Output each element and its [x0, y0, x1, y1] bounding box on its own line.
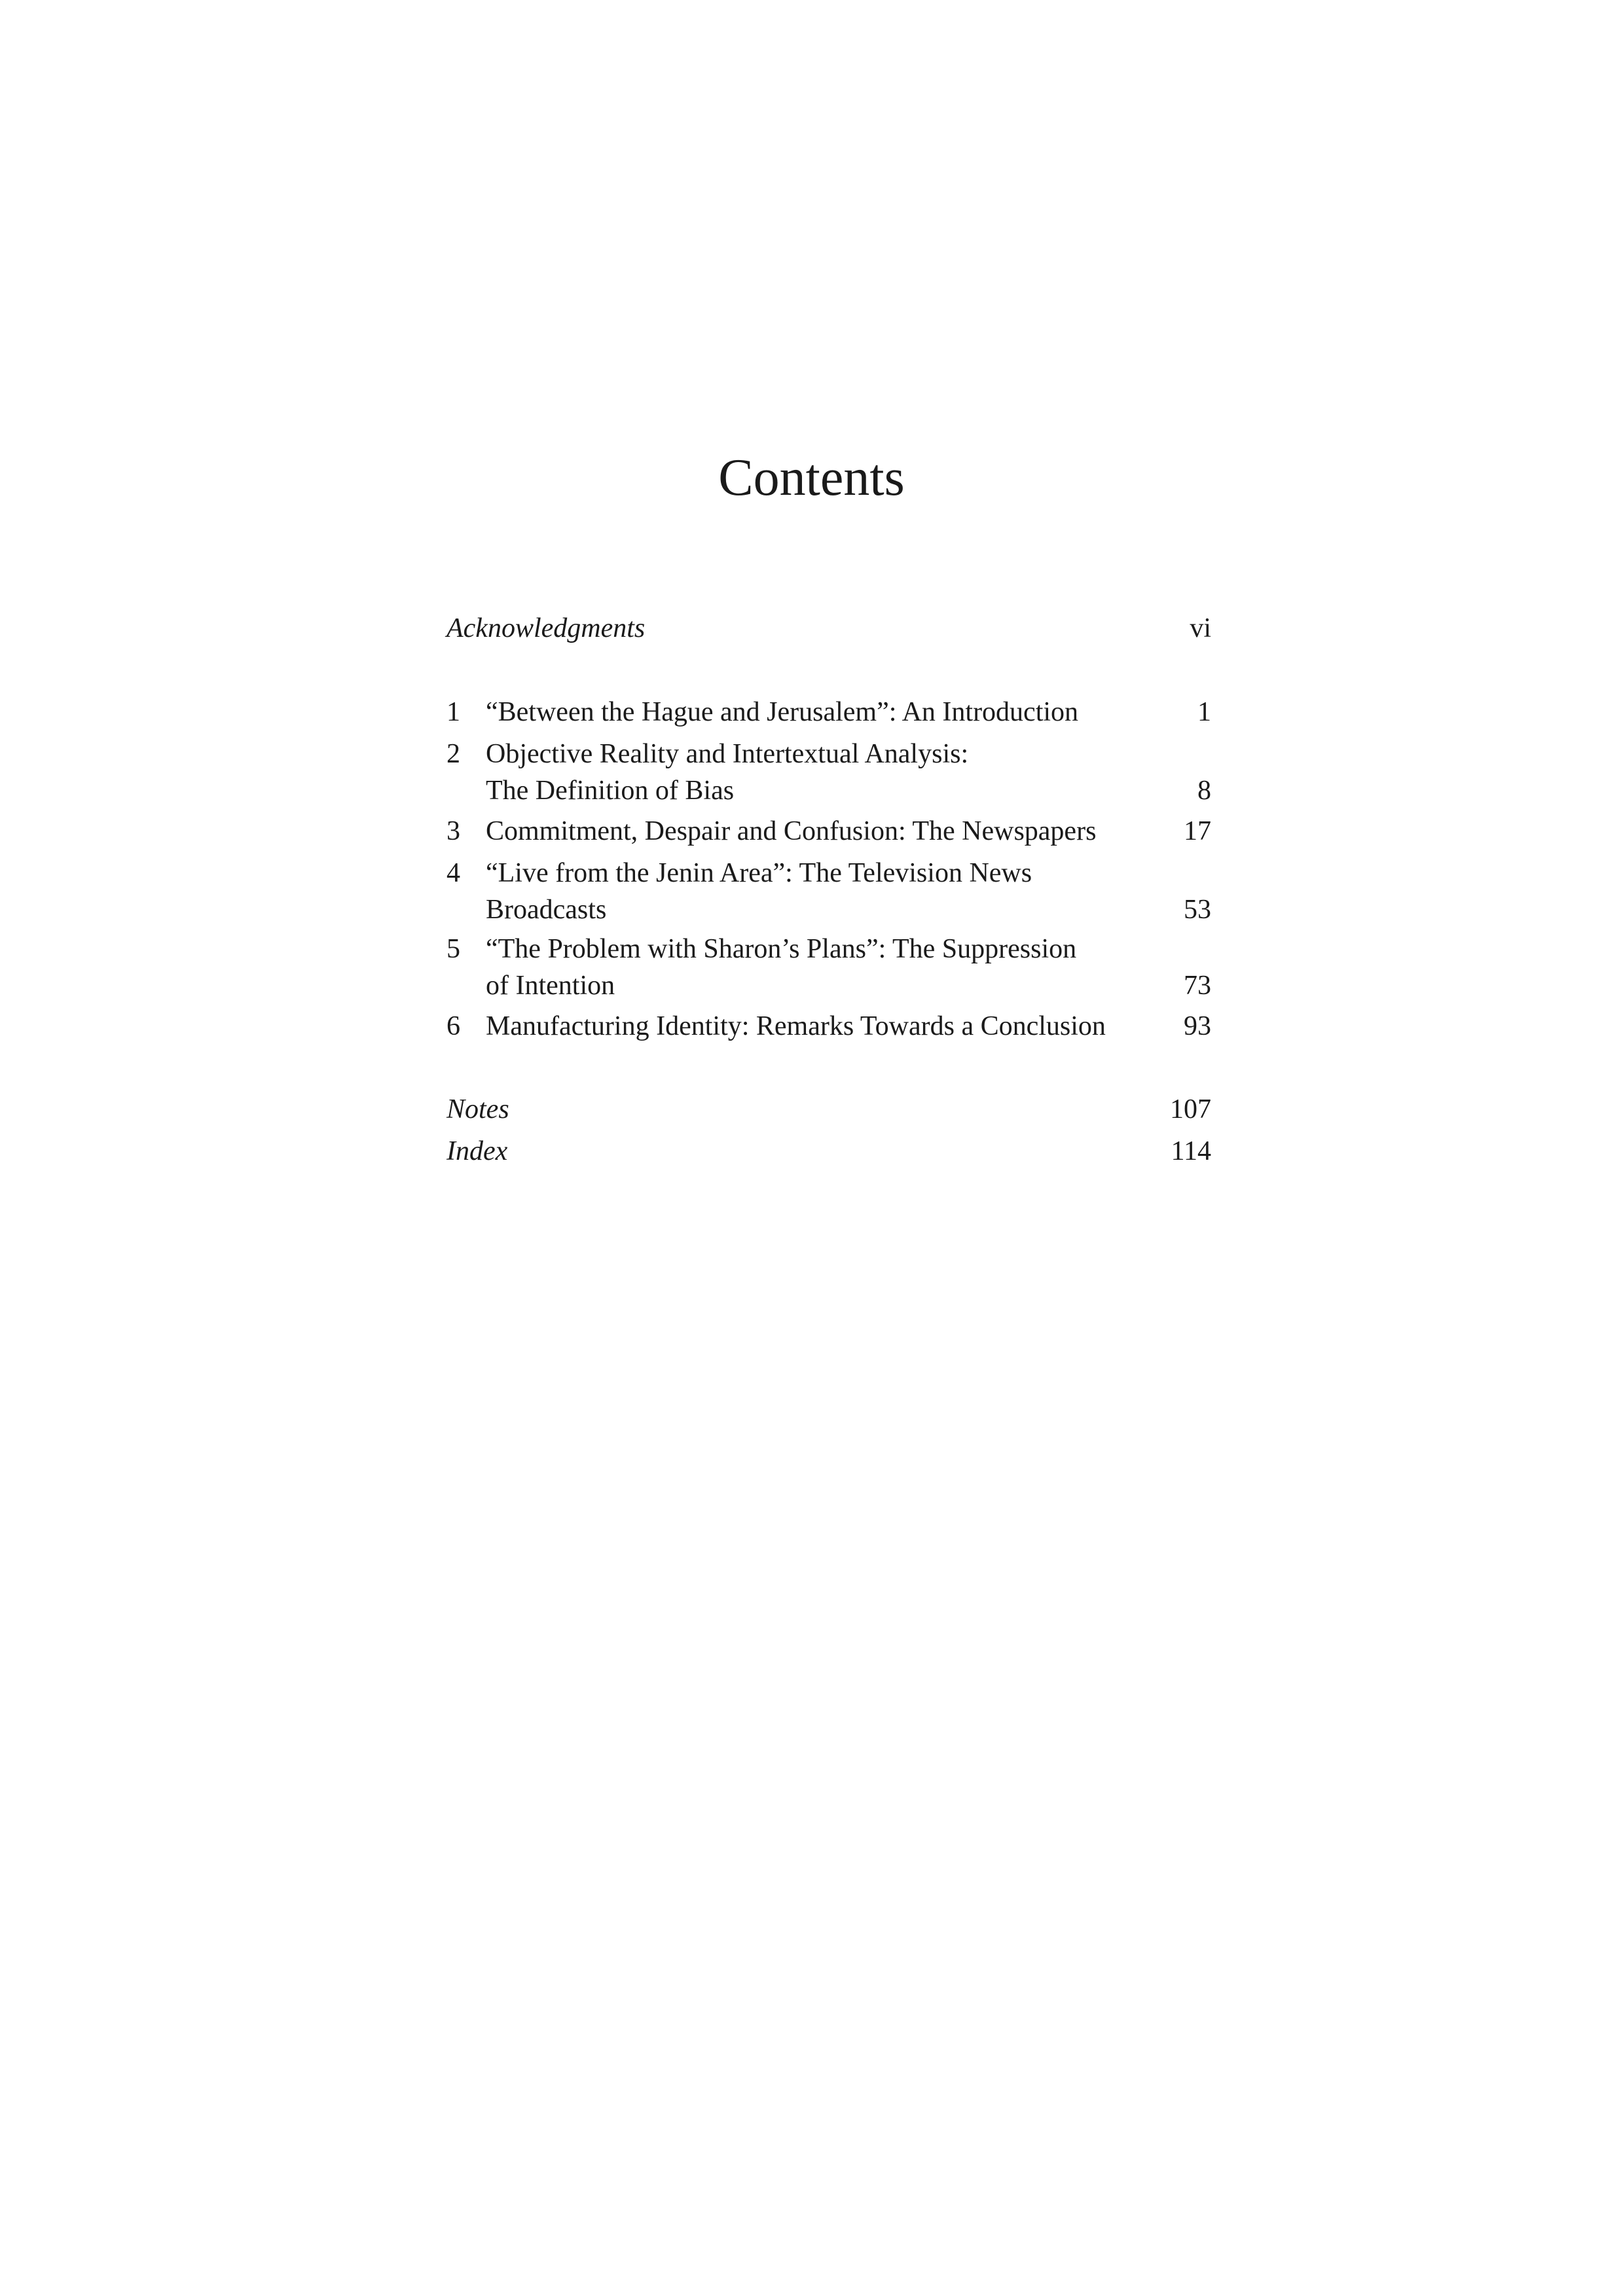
chapter-number: 4 — [447, 858, 460, 888]
toc-entry-label: Index — [447, 1136, 508, 1166]
toc-entry-chapter-4[interactable] — [447, 853, 1211, 929]
chapter-title-line: The Definition of Bias — [486, 776, 735, 806]
toc-entry-page: 1 — [1197, 697, 1211, 727]
toc-entry-page: 8 — [1197, 776, 1211, 806]
chapter-title-line: of Intention — [486, 971, 615, 1001]
toc-entry-chapter-3[interactable] — [447, 812, 1211, 851]
toc-entry-index[interactable] — [447, 1132, 1211, 1171]
chapter-number: 2 — [447, 739, 460, 769]
toc-entry-chapter-5[interactable] — [447, 929, 1211, 1005]
toc-entry-chapter-1[interactable] — [447, 692, 1211, 732]
toc-entry-label: Acknowledgments — [447, 613, 646, 643]
chapter-title-line: Broadcasts — [486, 895, 607, 925]
toc-entry-page: 53 — [1184, 895, 1211, 925]
chapter-title-line: Commitment, Despair and Confusion: The Newspapers — [486, 816, 1097, 846]
chapter-number: 6 — [447, 1011, 460, 1041]
toc-entry-page: 107 — [1170, 1094, 1211, 1124]
chapter-number: 1 — [447, 697, 460, 727]
chapter-title-line: “The Problem with Sharon’s Plans”: The Suppression — [486, 934, 1077, 964]
toc-entry-page: 114 — [1171, 1136, 1211, 1166]
chapter-number: 5 — [447, 934, 460, 964]
toc-entry-chapter-6[interactable] — [447, 1007, 1211, 1046]
toc-entry-page: 73 — [1184, 971, 1211, 1001]
chapter-title-line: Objective Reality and Intertextual Analysis: — [486, 739, 969, 769]
page-title: Contents — [718, 449, 905, 507]
toc-entry-label: Notes — [447, 1094, 509, 1124]
toc-entry-page: vi — [1190, 613, 1211, 643]
toc-entry-notes[interactable] — [447, 1090, 1211, 1129]
chapter-title-line: Manufacturing Identity: Remarks Towards a Conclusion — [486, 1011, 1106, 1041]
chapter-title-line: “Between the Hague and Jerusalem”: An Introduction — [486, 697, 1079, 727]
toc-entry-page: 17 — [1184, 816, 1211, 846]
toc-entry-acknowledgments[interactable] — [447, 609, 1211, 648]
chapter-number: 3 — [447, 816, 460, 846]
toc-entry-chapter-2[interactable] — [447, 734, 1211, 810]
toc-entry-page: 93 — [1184, 1011, 1211, 1041]
chapter-title-line: “Live from the Jenin Area”: The Television News — [486, 858, 1032, 888]
